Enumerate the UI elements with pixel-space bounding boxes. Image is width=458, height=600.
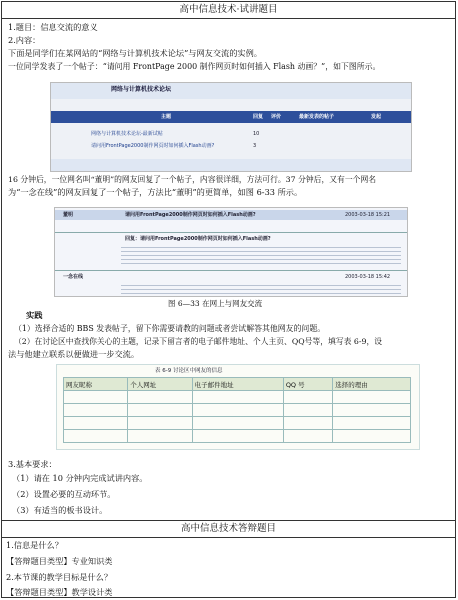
exam-sheet (1, 1, 456, 598)
requirement-1: （1）请在 10 分钟内完成试讲内容。 (12, 473, 148, 483)
table-header: 个人网址 (128, 378, 192, 391)
practice-item-2: （2）在讨论区中查找你关心的主题，记录下留言者的电子邮件地址、个人主页、QQ号等，填写表 6-9，设 (14, 337, 383, 346)
post-date: 2003-03-18 15:21 (345, 212, 391, 218)
reply-user-1: 董明 (63, 212, 74, 218)
defense-type-1: 【答辩题目类型】专业知识类 (6, 556, 113, 566)
forum-screenshot (50, 82, 412, 172)
top-header: 高中信息技术·试讲题目 (2, 2, 455, 19)
content-label: 2.内容： (8, 35, 41, 45)
col-topic: 主题 (161, 114, 172, 120)
table-caption: 表 6-9 讨论区中网友的信息 (155, 368, 223, 374)
practice-item-1: （1）选择合适的 BBS 发表帖子，留下你需要请教的问题或者尝试解答其他网友的问题。 (14, 324, 326, 333)
requirement-2: （2）设置必要的互动环节。 (12, 489, 116, 499)
defense-question-2: 2.本节课的教学目标是什么？ (6, 572, 113, 582)
table-header: 电子邮件地址 (192, 378, 283, 391)
post-title: 请问用FrontPage2000制作网页时如何插入Flash动画? (125, 212, 256, 218)
middle-paragraph: 16 分钟后，一位网名叫“董明”的网友回复了一个帖子，内容很详细，方法可行。37 分钟后，又有一个网名 (8, 175, 377, 184)
defense-type-2: 【答辩题目类型】教学设计类 (6, 587, 113, 597)
middle-paragraph-2: 为“一念在线”的网友回复了一个帖子，方法比“董明”的更简单，如图 6-33 所示。 (8, 187, 303, 197)
practice-title: 实践 (26, 310, 43, 320)
reply-screenshot (54, 207, 408, 297)
table-header: QQ 号 (283, 378, 332, 391)
bottom-header: 高中信息技术答辩题目 (2, 521, 455, 538)
col-eval: 评价 (271, 114, 282, 120)
defense-question-1: 1.信息是什么？ (6, 540, 63, 550)
requirement-3: （3）有适当的板书设计。 (12, 505, 108, 515)
col-latest: 最新发表的帖子 (299, 114, 335, 120)
reply-title: 回复：请问用FrontPage2000制作网页时如何插入Flash动画? (125, 236, 271, 242)
reply-user-2: 一念在线 (63, 274, 84, 280)
forum-row-1: 网络与计算机技术论坛-最新试帖 (91, 131, 163, 137)
forum-row-1-count: 10 (253, 131, 260, 137)
info-table-image (56, 364, 420, 450)
practice-item-2-cont: 法与他建立联系以便做进一步交流。 (8, 349, 140, 359)
intro-paragraph: 下面是同学们在某网站的“网络与计算机技术论坛”与网友交流的实例。 (8, 48, 262, 58)
col-author: 发起 (371, 114, 382, 120)
table-header: 网友昵称 (64, 378, 128, 391)
forum-row-2: 请问用FrontPage2000制作网页时如何插入Flash动画? (91, 143, 215, 149)
table-header: 选择的理由 (333, 378, 411, 391)
forum-row-2-count: 3 (253, 143, 257, 149)
forum-breadcrumb: 网络与计算机技术论坛 (111, 86, 172, 93)
col-replies: 回复 (253, 114, 264, 120)
question-title: 1.题目：信息交流的意义 (8, 22, 98, 32)
figure-caption: 图 6—33 在网上与网友交流 (168, 299, 263, 308)
requirements-title: 3.基本要求： (8, 459, 57, 469)
info-table (63, 377, 411, 443)
intro-paragraph-2: 一位同学发表了一个帖子：“请问用 FrontPage 2000 制作网页时如何插入 Flash 动画？”，如下图所示。 (8, 62, 381, 71)
reply-date: 2003-03-18 15:42 (345, 274, 391, 280)
